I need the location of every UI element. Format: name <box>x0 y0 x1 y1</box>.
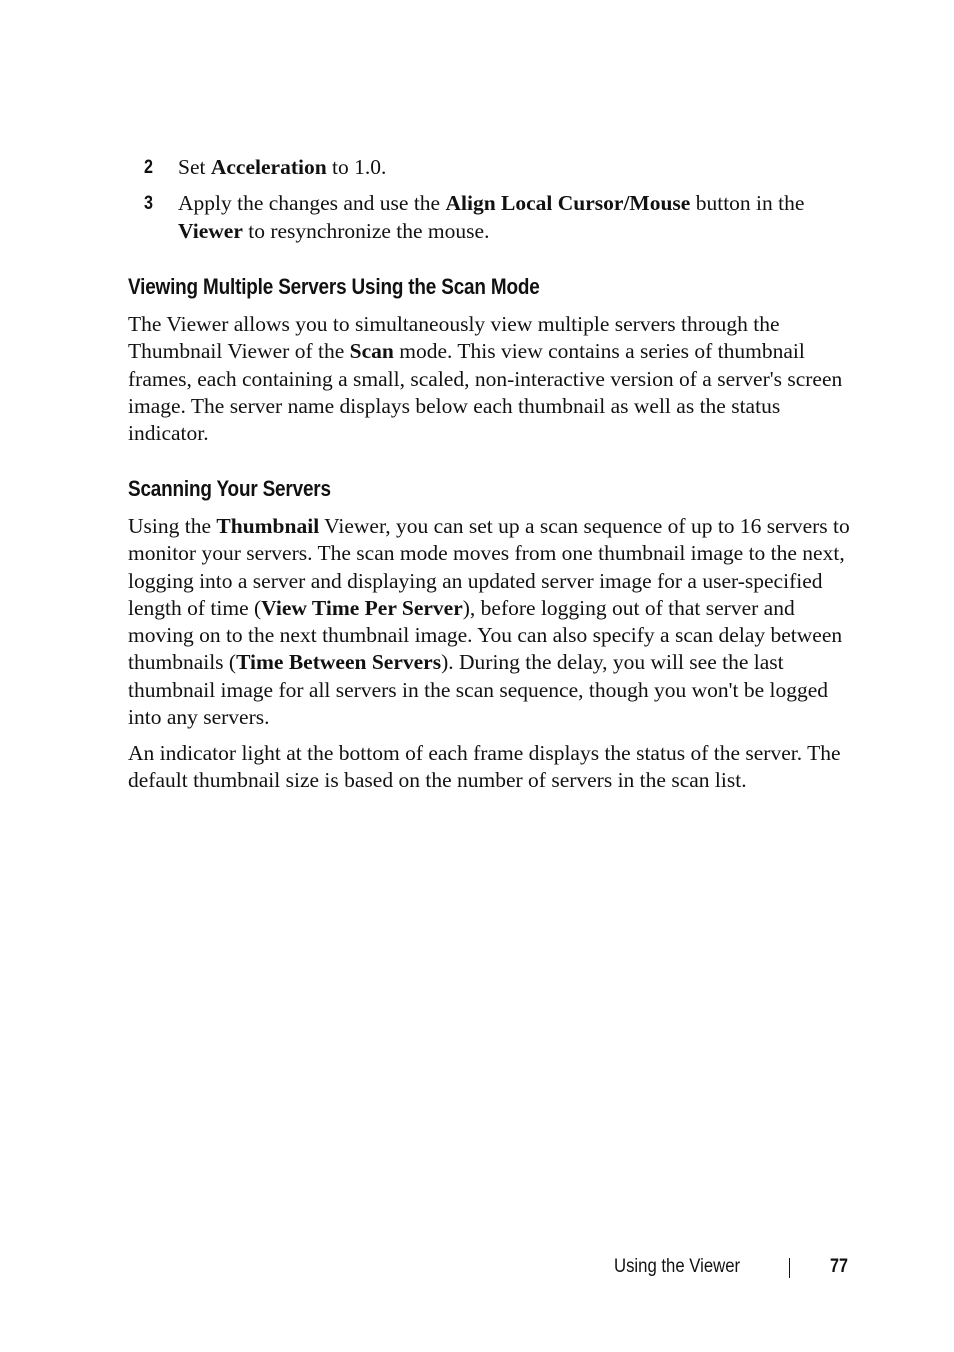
text-run: mode. This view contains a series of thumbnail frames, each containing a small, scaled, non-interactive version of a server's screen image. The server name displays below each thumbnail as well as the status indicator. <box>128 339 843 446</box>
bold-term: Viewer <box>178 218 243 243</box>
text-run: Set <box>178 155 211 179</box>
text-run: ). During the delay, you will see the last thumbnail image for all servers in the scan sequence, though you won't be logged into any servers. <box>128 650 829 730</box>
step-number: 3 <box>144 193 153 214</box>
paragraph-scan-mode <box>128 311 858 447</box>
bold-term: Acceleration <box>210 155 327 179</box>
bold-term: Align Local Cursor/Mouse <box>445 191 691 215</box>
page-number: 77 <box>830 1256 848 1277</box>
step-text <box>178 154 868 182</box>
paragraph-scan-sequence <box>128 513 858 731</box>
paragraph-indicator-light <box>128 740 858 795</box>
text-run: An indicator light at the bottom of each frame displays the status of the server. The default thumbnail size is based on the number of servers in the scan list. <box>128 741 841 793</box>
bold-term: Scan <box>349 339 394 364</box>
step-number: 2 <box>144 157 153 178</box>
bold-term: View Time Per Server <box>261 595 463 620</box>
text-run: Apply the changes and use the <box>178 191 446 215</box>
step-text <box>178 190 868 245</box>
footer-section-title: Using the Viewer <box>614 1256 741 1277</box>
section-heading-scan-mode: Viewing Multiple Servers Using the Scan Mode <box>128 274 540 299</box>
text-run: ), before logging out of that server and moving on to the next thumbnail image. You can also specify a scan delay between thumbnails ( <box>128 595 843 675</box>
bold-term: Time Between Servers <box>236 650 442 675</box>
section-heading-scanning-servers: Scanning Your Servers <box>128 476 331 501</box>
text-run: to resynchronize the mouse. <box>242 218 490 243</box>
text-run: The Viewer allows you to simultaneously view multiple servers through the Thumbnail Viewer of the <box>128 312 780 364</box>
text-run: Viewer, you can set up a scan sequence of up to 16 servers to monitor your servers. The scan mode moves from one thumbnail image to the next, logging into a server and displaying an updated server image for a user-specified length of time ( <box>128 514 850 620</box>
text-run: button in the <box>690 191 805 215</box>
text-run: to 1.0. <box>326 155 387 179</box>
bold-term: Thumbnail <box>216 514 320 538</box>
footer-divider <box>789 1258 790 1278</box>
text-run: Using the <box>128 514 217 538</box>
